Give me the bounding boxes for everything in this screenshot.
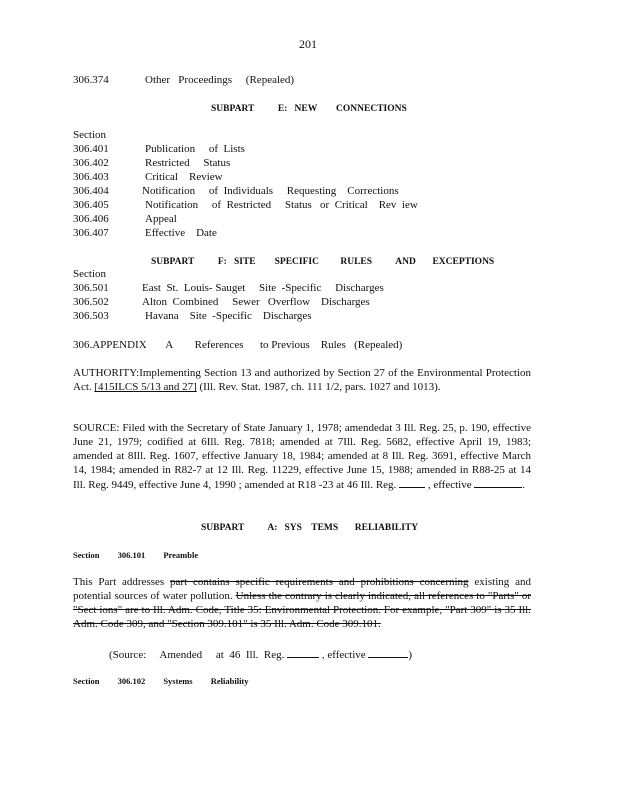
section-title: Critical Review <box>145 171 223 183</box>
section-number: 306.401 <box>73 143 109 155</box>
section-title: Appeal <box>145 213 177 225</box>
source-note-mid: , effective <box>319 649 369 661</box>
section-title: Effective Date <box>145 227 217 239</box>
source-text-end: . <box>522 479 526 491</box>
blank-line <box>474 477 522 488</box>
authority-text: AUTHORITY:Implementing Section 13 and authorized by Section 27 of the Environmental Protection Act. <box>73 367 531 393</box>
blank-line <box>287 647 319 658</box>
authority-citation: [415ILCS 5/13 and 27] <box>94 381 197 393</box>
source-note-close: ) <box>408 649 413 661</box>
section-title: Havana Site -Specific Discharges <box>145 310 312 322</box>
section-title-2: Reliability <box>210 676 249 686</box>
source-note <box>73 421 531 492</box>
section-title: Notification of Restricted Status or Critical Rev iew <box>145 199 418 211</box>
section-number: 306.502 <box>73 296 109 308</box>
authority-note <box>73 366 531 394</box>
source-note-open: (Source: Amended at 46 Ill. Reg. <box>109 649 288 661</box>
section-number: 306.402 <box>73 157 109 169</box>
section-title: Alton Combined Sewer Overflow Discharges <box>142 296 370 308</box>
section-title: East St. Louis- Sauget Site -Specific Discharges <box>142 282 384 294</box>
subpart-f-heading: SUBPART F: SITE SPECIFIC RULES AND EXCEPTIONS <box>151 257 495 267</box>
section-label: Section <box>73 550 100 560</box>
section-number: 306.501 <box>73 282 109 294</box>
preamble-text: This Part addresses <box>73 576 171 588</box>
section-heading-306-102 <box>73 674 249 688</box>
blank-line <box>399 477 425 488</box>
preamble-text-cont: existing and potential sources of water pollution. <box>73 576 531 602</box>
subpart-a-heading: SUBPART A: SYS TEMS RELIABILITY <box>201 523 419 533</box>
page-number: 201 <box>299 37 317 51</box>
source-text: SOURCE: Filed with the Secretary of State January 1, 1978; amendedat 3 Ill. Reg. 25, p. 190, effective June 21, 1979; codified at 6Ill. Reg. 7818; amended at 7Ill. Reg. 5682, effective April 19, 1983; amended at 8Ill. Reg. 1607, effective January 18, 1984; amended at 8 Ill. Reg. 3691, effective March 14, 1984; amended in R82-7 at 12 Ill. Reg. 11229, effective June 15, 1988; amended in R88-25 at 14 Ill. Reg. 9449, effective June 4, 1990 ; amended at R18 -23 at 46 Ill. Reg. <box>73 422 531 491</box>
deleted-text: Unless the contrary is clearly indicated, all references to "Parts" or "Sect ions" are to Ill. Adm. Code, Title 35: Environmental Protection. For example, "Part 309" is 35 Ill. Adm. Code 309, and "Section 309.101" is 35 Ill. Adm. Code 309.101. <box>73 590 532 630</box>
section-heading-306-101 <box>73 548 198 562</box>
section-number: 306.503 <box>73 310 109 322</box>
blank-line <box>368 647 408 658</box>
source-amendment-note <box>109 647 412 662</box>
section-number: 306.406 <box>73 213 109 225</box>
section-number: 306.101 <box>117 550 146 560</box>
appendix-entry: 306.APPENDIX A References to Previous Rules (Repealed) <box>73 339 403 351</box>
section-title: Notification of Individuals Requesting Corrections <box>142 185 399 197</box>
section-title: Systems <box>163 676 193 686</box>
section-number: 306.374 <box>73 74 109 86</box>
section-title: Publication of Lists <box>145 143 245 155</box>
section-title: Restricted Status <box>145 157 231 169</box>
section-number: 306.403 <box>73 171 109 183</box>
section-label: Section <box>73 129 106 141</box>
section-title: Preamble <box>163 550 199 560</box>
preamble-paragraph <box>73 575 531 631</box>
subpart-e-heading: SUBPART E: NEW CONNECTIONS <box>211 104 407 114</box>
authority-text-end: (Ill. Rev. Stat. 1987, ch. 111 1/2, pars. 1027 and 1013). <box>196 381 441 393</box>
section-number: 306.407 <box>73 227 109 239</box>
section-number: 306.405 <box>73 199 109 211</box>
source-text-mid: , effective <box>425 479 475 491</box>
section-label: Section <box>73 676 100 686</box>
section-number: 306.404 <box>73 185 109 197</box>
section-number: 306.102 <box>117 676 146 686</box>
section-title: Other Proceedings (Repealed) <box>145 74 295 86</box>
section-label: Section <box>73 268 106 280</box>
deleted-text: part contains specific requirements and prohibitions concerning <box>170 576 469 588</box>
